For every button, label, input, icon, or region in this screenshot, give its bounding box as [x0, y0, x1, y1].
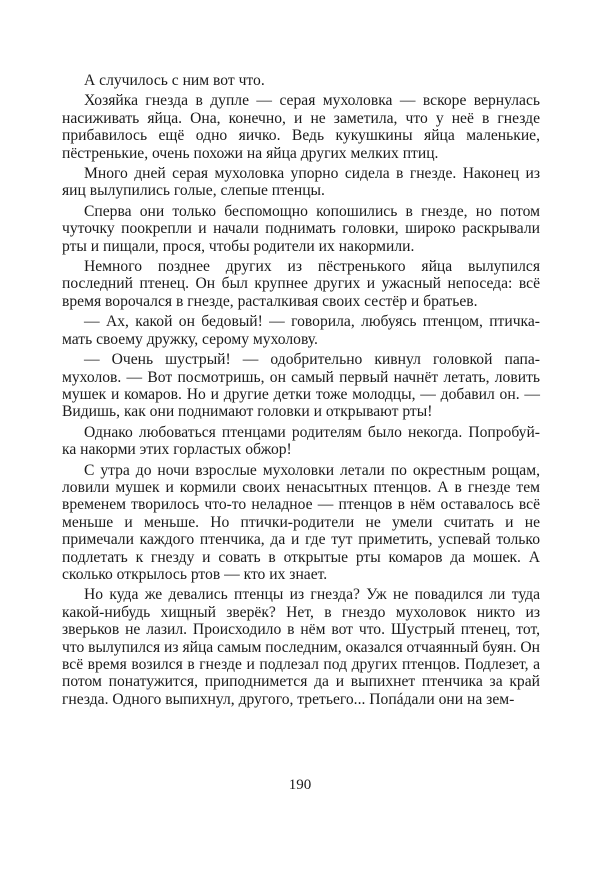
paragraph: С утра до ночи взрослые мухоловки летали по окрестным рощам, ловили мушек и кормили своих ненасытных птенцов. А в гнезде тем временем творилось что-то неладное — птенцов в нём оставалось всё меньше и меньше. Но птички-родители не умели считать и не примечали каждого птенчика, да и где тут приметить, успевай только подлетать к гнезду и совать в открытые рты комаров да мошек. А сколько открылось ртов — кто их знает. — [62, 461, 540, 583]
paragraph: Немного позднее других из пёстренького яйца вылупился последний птенец. Он был крупнее других и ужасный непоседа: всё время ворочался в гнезде, расталкивая своих сестёр и братьев. — [62, 258, 540, 310]
paragraph: А случилось с ним вот что. — [84, 72, 265, 89]
paragraph: Хозяйка гнезда в дупле — серая мухоловка — вскоре вернулась насиживать яйца. Она, конечно, и не заметила, что у неё в гнезде прибавилось ещё одно яичко. Ведь кукушкины яйца маленькие, пёстренькие, очень похожи на яйца других мелких птиц. — [62, 92, 540, 162]
book-page-text — [62, 72, 540, 711]
paragraph: Но куда же девались птенцы из гнезда? Уж не повадился ли туда какой-нибудь хищный зверёк? Нет, в гнездо мухоловок никто из зверьков не лазил. Происходило в нём вот что. Шустрый птенец, тот, что вылупился из яйца самым последним, оказался отчаянный буян. Он всё время возился в гнезде и подлезал под других птенцов. Подлезет, а потом понатужится, приподнимется да и выпихнет птенчика за край гнезда. Одного выпихнул, другого, третьего... Попáдали они на зем- — [62, 586, 540, 708]
page-number: 190 — [288, 777, 312, 793]
paragraph: Много дней серая мухоловка упорно сидела в гнезде. Наконец из яиц вылупились голые, слепые птенцы. — [62, 165, 540, 200]
paragraph: — Ах, какой он бедовый! — говорила, любуясь птенцом, птичка-мать своему дружку, серому мухолову. — [62, 313, 540, 348]
paragraph: Однако любоваться птенцами родителям было некогда. Попробуй-ка накорми этих горластых обжор! — [62, 423, 540, 459]
paragraph: Сперва они только беспомощно копошились в гнезде, но потом чуточку поокрепли и начали поднимать головки, широко раскрывали рты и пищали, прося, чтобы родители их накормили. — [62, 202, 540, 255]
paragraph: — Очень шустрый! — одобрительно кивнул головкой папа-мухолов. — Вот посмотришь, он самый первый начнёт летать, ловить мушек и комаров. Но и другие детки тоже молодцы, — добавил он. — Видишь, как они поднимают головки и открывают рты! — [62, 351, 540, 421]
